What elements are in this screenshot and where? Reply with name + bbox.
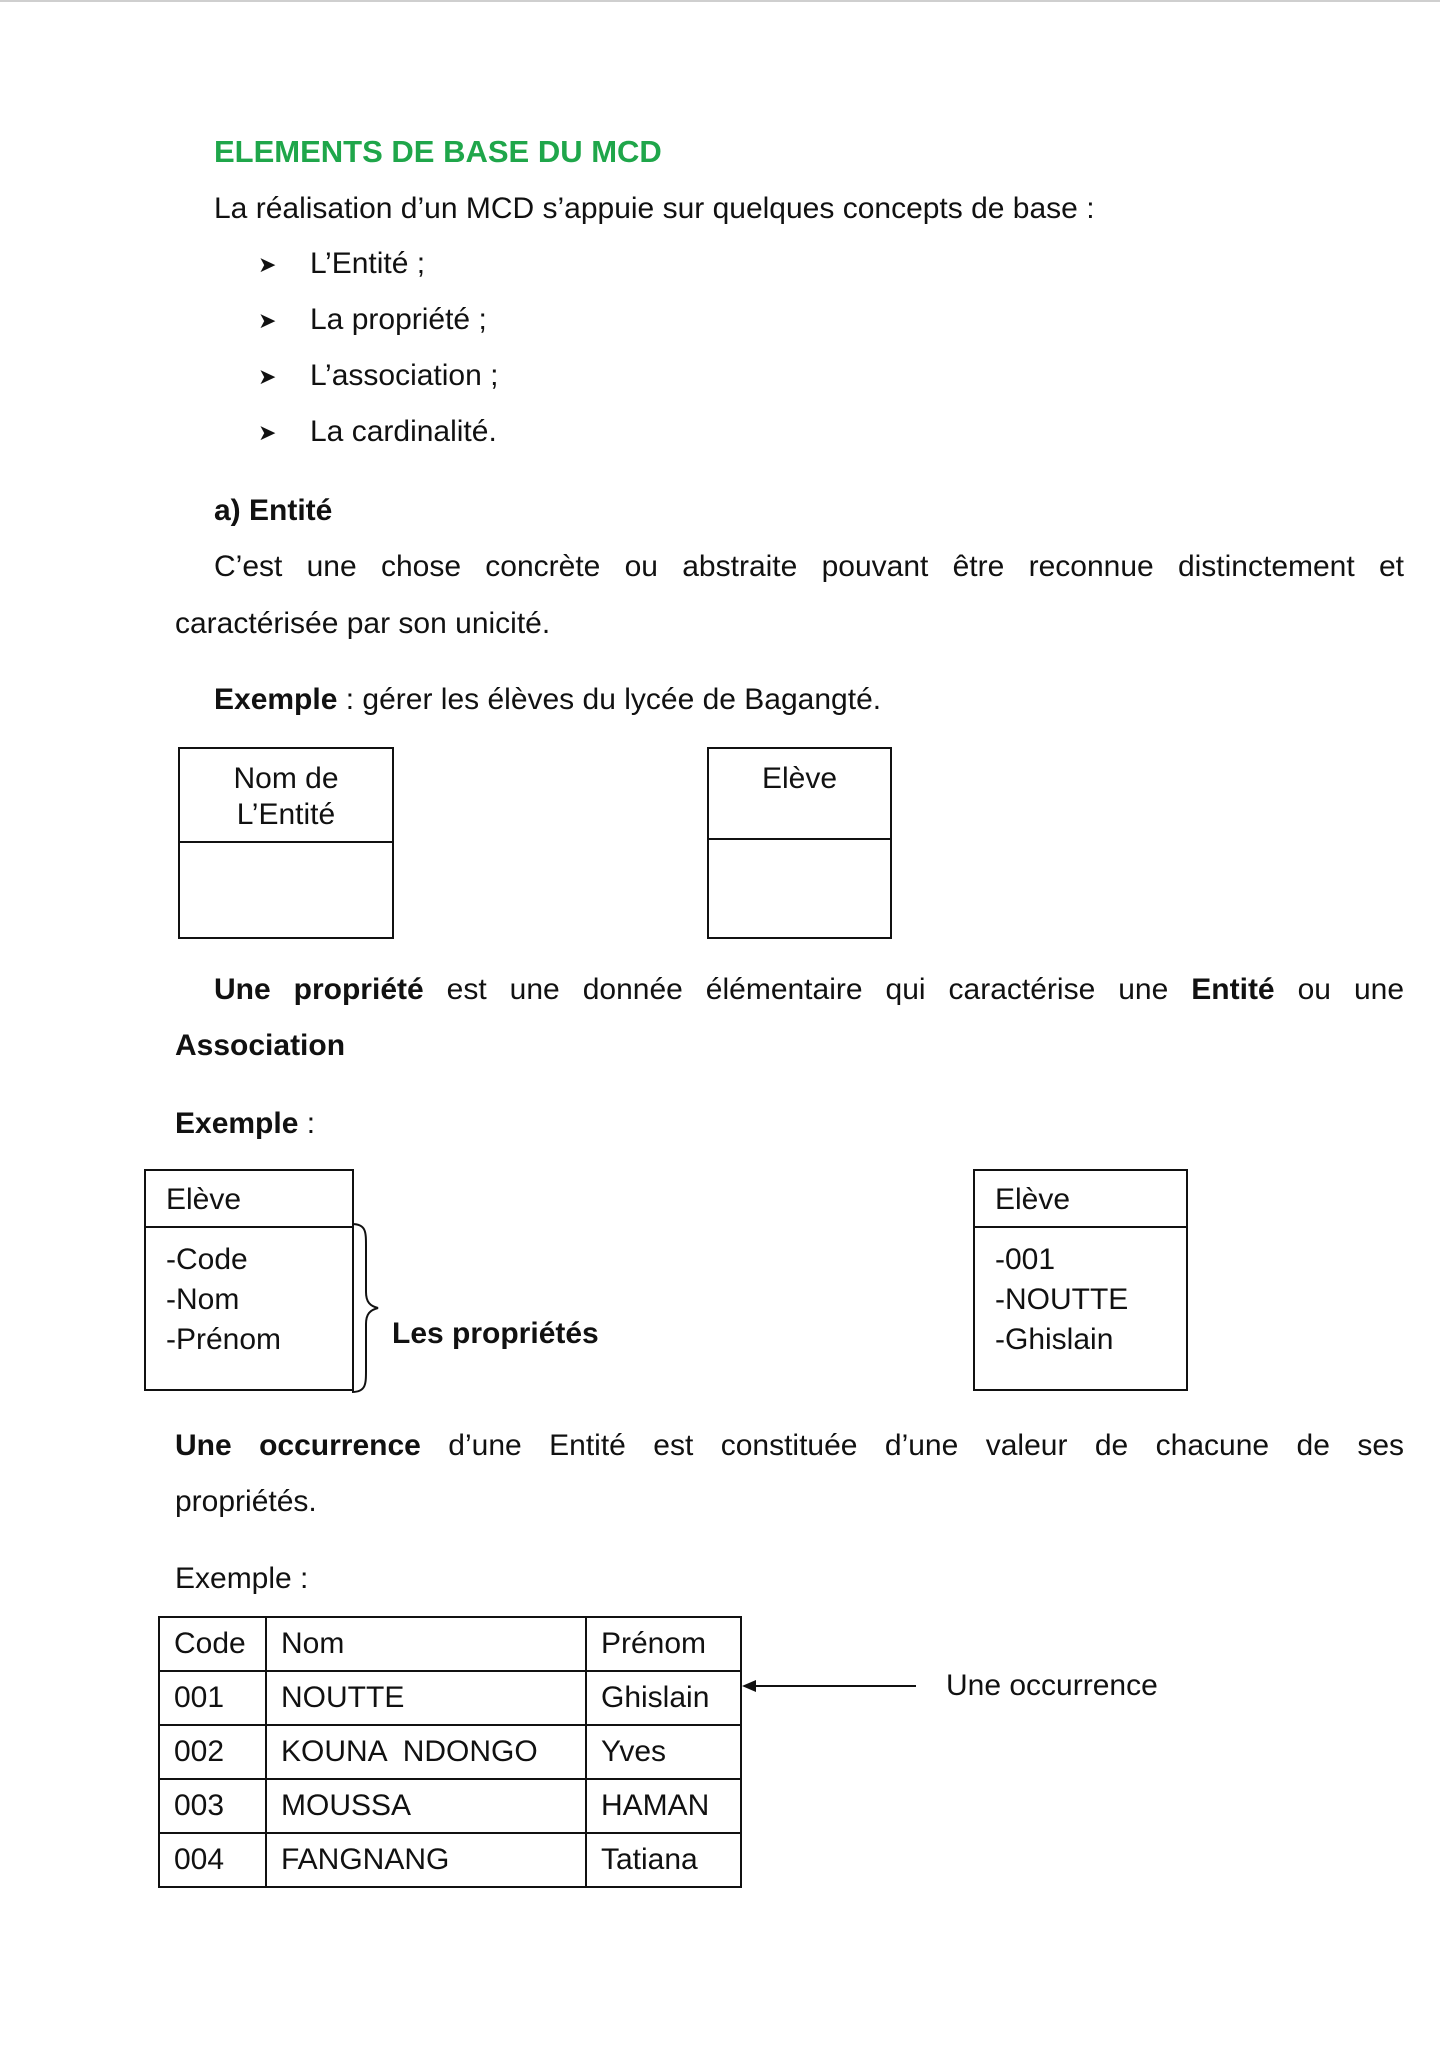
entity-example-header: Elève <box>709 749 890 840</box>
table-row <box>159 1671 741 1725</box>
cell-nom: FANGNANG <box>266 1833 586 1887</box>
entity-template-line1: Nom de <box>233 762 339 795</box>
list-item-label: L’Entité ; <box>310 247 426 280</box>
property-example <box>175 1106 315 1142</box>
entity-values-box <box>973 1169 1188 1391</box>
arrow-bullet-icon: ➤ <box>258 252 277 277</box>
cell-prenom: HAMAN <box>586 1779 741 1833</box>
concept-list <box>258 246 498 470</box>
arrow-bullet-icon: ➤ <box>258 308 277 333</box>
example-text: : gérer les élèves du lycée de Bagangté. <box>337 683 882 716</box>
attribute-code: -Code <box>166 1243 248 1276</box>
header-code: Code <box>159 1617 266 1671</box>
cell-code: 004 <box>159 1833 266 1887</box>
occurrence-text: d’une Entité est constituée d’une valeur de chacune de ses <box>420 1429 1404 1462</box>
entity-properties-box <box>144 1169 354 1391</box>
occurrence-example-label: Exemple : <box>175 1562 309 1595</box>
cell-nom: KOUNA NDONGO <box>266 1725 586 1779</box>
list-item-label: L’association ; <box>310 359 499 392</box>
entity-definition-line1: C’est une chose concrète ou abstraite pouvant être reconnue distinctement et <box>214 550 1404 583</box>
property-text-end: ou une <box>1274 973 1405 1006</box>
entity-template-header <box>180 749 392 843</box>
list-item <box>258 358 498 414</box>
cell-prenom: Tatiana <box>586 1833 741 1887</box>
properties-label: Les propriétés <box>392 1317 599 1350</box>
property-definition-line1 <box>214 972 1404 1008</box>
table-row <box>159 1725 741 1779</box>
cell-nom: MOUSSA <box>266 1779 586 1833</box>
list-item <box>258 302 498 358</box>
section-heading: ELEMENTS DE BASE DU MCD <box>214 134 662 169</box>
arrow-bullet-icon: ➤ <box>258 364 277 389</box>
attribute-nom: -Nom <box>166 1283 240 1316</box>
occurrence-table <box>158 1616 742 1888</box>
value-prenom: -Ghislain <box>995 1323 1114 1356</box>
cell-nom: NOUTTE <box>266 1671 586 1725</box>
header-prenom: Prénom <box>586 1617 741 1671</box>
property-text: est une donnée élémentaire qui caractérise une <box>423 973 1192 1006</box>
example-label: Exemple <box>214 683 338 716</box>
cell-code: 003 <box>159 1779 266 1833</box>
association-term: Association <box>175 1029 346 1062</box>
list-item <box>258 414 498 470</box>
entity-definition-line2: caractérisée par son unicité. <box>175 607 551 640</box>
entity-template-line2: L’Entité <box>236 798 336 831</box>
cell-prenom: Yves <box>586 1725 741 1779</box>
example-colon: : <box>298 1107 316 1140</box>
table-row <box>159 1833 741 1887</box>
occurrence-definition-line1 <box>175 1428 1404 1464</box>
curly-brace-icon <box>348 1222 388 1394</box>
property-term: Une propriété <box>214 973 424 1006</box>
entity-example-box <box>707 747 892 939</box>
list-item-label: La cardinalité. <box>310 415 497 448</box>
entity-template-box <box>178 747 394 939</box>
arrow-bullet-icon: ➤ <box>258 420 277 445</box>
cell-code: 001 <box>159 1671 266 1725</box>
entity-term: Entité <box>1191 973 1275 1006</box>
section-a-title: a) Entité <box>214 494 333 527</box>
arrow-left-icon <box>740 1676 920 1696</box>
intro-text: La réalisation d’un MCD s’appuie sur quelques concepts de base : <box>214 192 1095 225</box>
entity-name: Elève <box>975 1171 1186 1228</box>
occurrence-definition-line2: propriétés. <box>175 1485 317 1518</box>
table-row <box>159 1779 741 1833</box>
entity-name: Elève <box>146 1171 352 1228</box>
list-item-label: La propriété ; <box>310 303 487 336</box>
cell-prenom: Ghislain <box>586 1671 741 1725</box>
cell-code: 002 <box>159 1725 266 1779</box>
table-header-row <box>159 1617 741 1671</box>
entity-example <box>214 682 881 718</box>
example-label: Exemple <box>175 1107 299 1140</box>
occurrence-term: Une occurrence <box>175 1429 421 1462</box>
value-code: -001 <box>995 1243 1056 1276</box>
value-nom: -NOUTTE <box>995 1283 1129 1316</box>
list-item <box>258 246 498 302</box>
attribute-prenom: -Prénom <box>166 1323 282 1356</box>
occurrence-arrow-label: Une occurrence <box>946 1669 1158 1702</box>
page-top-border <box>0 0 1440 2</box>
header-nom: Nom <box>266 1617 586 1671</box>
